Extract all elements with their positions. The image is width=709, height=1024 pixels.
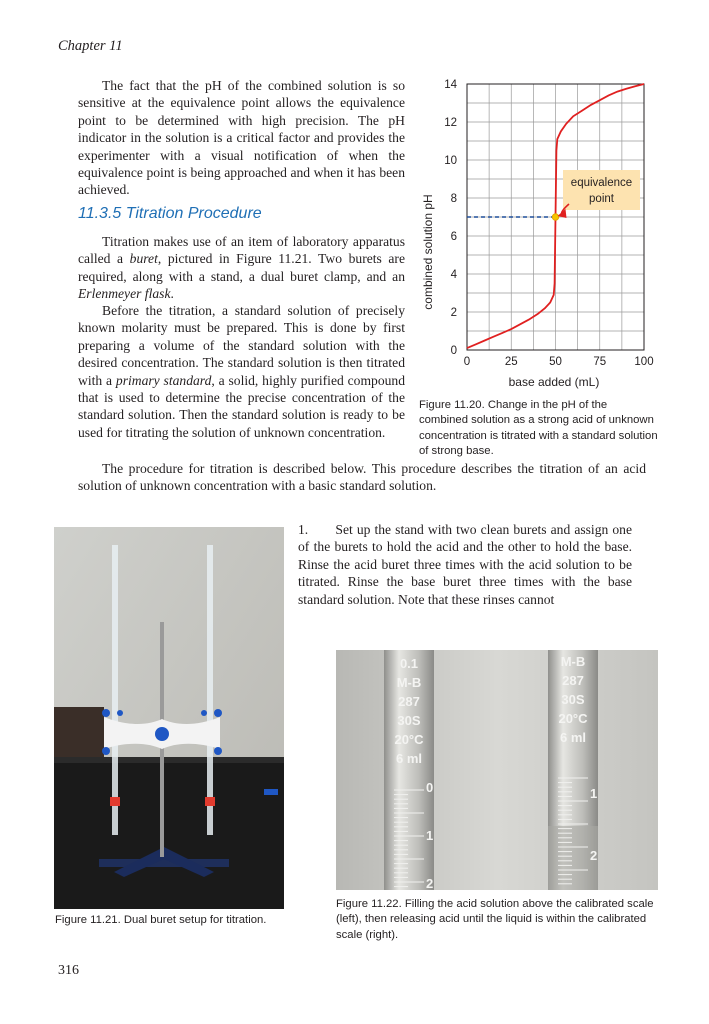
buret-engraving: 30S [397, 713, 421, 728]
y-axis-label: combined solution pH [421, 194, 435, 310]
x-tick-label: 100 [634, 356, 654, 368]
y-tick-label: 12 [444, 117, 457, 129]
dual-buret-photo [54, 527, 284, 909]
text-span: , a solid, highly purified compound that is used to determine the precise concentration of the standard solution. Then the standard solution is ready to be used for titrating the solution of unknown concentration. [78, 372, 406, 440]
buret-engraving: 20°C [558, 711, 588, 726]
buret-closeup-illustration [336, 650, 658, 890]
x-axis-label: base added (mL) [508, 375, 600, 389]
term-buret: buret [129, 251, 158, 267]
y-tick-label: 8 [450, 193, 457, 205]
buret-engraving: 20°C [394, 732, 424, 747]
x-tick-label: 50 [549, 356, 562, 368]
buret-paragraph [78, 233, 405, 303]
page-number: 316 [58, 963, 79, 978]
scale-number: 0 [426, 780, 434, 795]
buret-engraving: 287 [562, 673, 584, 688]
chapter-header: Chapter 11 [58, 38, 123, 54]
buret-filling-photo [336, 650, 658, 890]
callout-text-line-2: point [589, 193, 614, 205]
dual-buret-illustration [54, 527, 284, 909]
text-span: , pictured in Figure 11.21. Two burets are required, along with a stand, a dual buret clamp, and an [78, 251, 405, 284]
term-erlenmeyer: Erlenmeyer flask [78, 286, 171, 302]
step-1-paragraph: 1. Set up the stand with two clean burets and assign one of the burets to hold the acid and the other to hold the base. Rinse the acid buret three times with the acid solution to be titrated. Rinse the base buret three times with the base standard solution. Note that these rinses cannot [298, 522, 632, 607]
y-tick-label: 6 [450, 231, 457, 243]
figure-11-20-caption: Figure 11.20. Change in the pH of the combined solution as a strong acid of unknown concentration is titrated with a standard solution of strong base. [419, 399, 658, 457]
buret-engraving: 0.1 [399, 656, 419, 671]
y-tick-label: 4 [450, 269, 457, 281]
scale-number: 1 [590, 786, 598, 801]
buret-engraving: 6 ml [395, 751, 423, 766]
section-heading: 11.3.5 Titration Procedure [78, 205, 262, 222]
text-span: Before the titration, a standard solution of precisely known molarity must be prepared. This is done by first preparing a volume of the standard solution with the desired concentration. The standard solution is then titrated with a [78, 303, 405, 388]
buret-engraving: M-B [560, 654, 586, 669]
titration-chart [412, 78, 662, 394]
x-tick-label: 75 [593, 356, 607, 368]
right-buret-labels [558, 654, 588, 745]
scale-number: 2 [426, 876, 434, 890]
callout-text-line-1: equivalence [570, 177, 633, 189]
x-tick-label: 25 [504, 356, 518, 368]
scale-number: 1 [426, 828, 434, 843]
buret-engraving: M-B [396, 675, 422, 690]
figure-11-22-caption: Figure 11.22. Filling the acid solution above the calibrated scale (left), then releasing acid until the liquid is within the calibrated scale (right). [336, 898, 654, 941]
y-tick-label: 2 [450, 307, 457, 319]
figure-11-21-caption: Figure 11.21. Dual buret setup for titration. [55, 914, 267, 926]
standard-solution-paragraph [78, 302, 405, 441]
procedure-paragraph: The procedure for titration is described below. This procedure describes the titration of an acid solution of unknown concentration with a basic standard solution. [78, 461, 646, 494]
buret-engraving: 287 [398, 694, 420, 709]
buret-engraving: 6 ml [559, 730, 587, 745]
y-tick-label: 0 [450, 345, 457, 357]
term-primary-standard: primary standard [115, 372, 212, 388]
text-span: Titration makes use of an item of laboratory apparatus called a [78, 234, 405, 267]
x-tick-label: 0 [463, 356, 471, 368]
scale-number: 2 [590, 848, 598, 863]
text-span: . [170, 286, 174, 302]
buret-engraving: 30S [561, 692, 585, 707]
equivalence-point-marker [552, 214, 558, 220]
y-tick-label: 14 [444, 79, 457, 91]
intro-paragraph: The fact that the pH of the combined solution is so sensitive at the equivalence point allows the equivalence point to be determined with high precision. The pH indicator in the solution is a critical factor and provides the experimenter with a visual notification of when the equivalence point is being approached and when it has been achieved. [78, 78, 405, 198]
y-tick-label: 10 [444, 155, 457, 167]
